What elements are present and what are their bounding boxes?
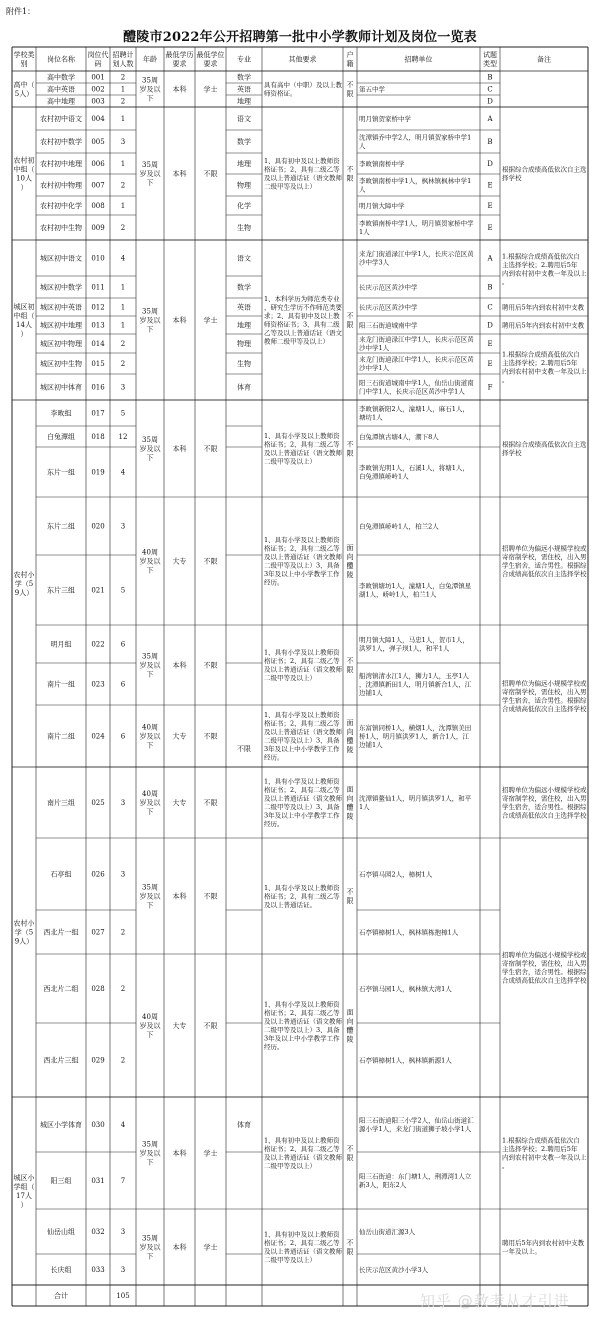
recruiting-unit: 李畋镇光明1人，石溪1人，将塘1人，白兔潭镇峤岭1人	[359, 464, 469, 481]
post-code: 030	[91, 1121, 105, 1129]
household: 面向醴陵	[346, 1008, 354, 1044]
attachment-label: 附件1：	[6, 7, 36, 16]
hire-count: 3	[120, 138, 126, 146]
hire-count: 2	[120, 224, 126, 232]
post-code: 006	[91, 160, 105, 168]
post-name: 南片三组	[47, 799, 75, 807]
min-degree: 不限	[203, 445, 218, 453]
post-name: 高中英语	[47, 85, 75, 94]
major: 英语	[237, 85, 251, 94]
post-code: 025	[91, 799, 105, 807]
recruiting-unit: 阳三石街道城南中学1人，仙岳山街道南门中学1人，长庆示范区黄沙中学1人	[359, 379, 474, 396]
post-name: 李畋组	[50, 409, 72, 418]
post-code: 007	[91, 181, 105, 190]
post-code: 021	[91, 586, 105, 595]
post-code: 023	[91, 680, 105, 689]
other-requirements: 1、具有初中及以上教师资格证书；2、具有二级乙等及以上普通话证（语文教师二级甲等及以上）	[264, 1136, 342, 1170]
post-code: 002	[91, 85, 105, 94]
hire-count: 2	[120, 73, 126, 82]
hire-count: 2	[120, 985, 126, 993]
major: 语文	[237, 115, 251, 123]
hire-count: 2	[120, 97, 126, 106]
post-code: 008	[91, 202, 105, 210]
header-12: 备注	[537, 55, 551, 64]
age-requirement: 35周岁及以下	[139, 1234, 161, 1261]
recruiting-unit: 长庆示范区黄沙中学	[359, 283, 418, 292]
recruiting-unit: 石亭镇马园1人，枫林镇大湾1人	[359, 984, 452, 993]
test-type: E	[487, 181, 493, 190]
post-name: 东片一组	[47, 468, 75, 477]
remark: 根据综合成绩高低依次自主选择学校	[502, 165, 587, 182]
other-requirements: 1、具有小学及以上教师资格证书；2、具有二级乙等及以上普通话证（语文教师二级甲等及以上）	[264, 432, 342, 466]
hire-count: 1	[120, 115, 126, 123]
recruiting-unit: 李畋镇南桥中学1人，明月镇贺家桥中学 1人	[359, 219, 474, 236]
header-1: 岗位名称	[47, 55, 75, 64]
post-name: 明月组	[50, 640, 72, 649]
test-type: E	[487, 202, 493, 210]
page-title: 醴陵市2022年公开招聘第一批中小学教师计划及岗位一览表	[123, 30, 477, 45]
test-type: E	[487, 224, 493, 232]
hire-count: 5	[120, 586, 126, 595]
remark: 1.根据综合成绩高低依次自主选择学校；2.聘用后5年内到农村初中支教一年及以上。	[502, 1136, 587, 1170]
recruiting-unit: 明月镇大障中学	[359, 201, 405, 210]
school-category-0: 高中（ 5人）	[13, 81, 35, 98]
hire-count: 1	[120, 283, 126, 292]
post-code: 014	[91, 340, 105, 348]
recruiting-unit: 石亭镇马园2人，樟树1人	[359, 870, 433, 879]
remark: 招聘单位为偏远小规模学校或寄宿制学校，需住校，出入男学生宿舍，适合男性。根据综合成绩高低依次自主选择学校	[502, 679, 587, 713]
test-type: E	[487, 360, 493, 368]
post-name: 仙岳山组	[47, 1228, 75, 1236]
recruiting-unit: 阳三石街道城南中学	[359, 321, 418, 330]
header-7: 专业	[237, 55, 251, 64]
post-code: 022	[91, 640, 105, 649]
min-education: 本科	[172, 85, 187, 94]
household: 不限	[346, 657, 354, 674]
hire-count: 7	[120, 1177, 126, 1185]
age-requirement: 40周岁及以下	[139, 548, 161, 575]
post-code: 013	[91, 321, 105, 330]
hire-count: 4	[120, 468, 126, 477]
age-requirement: 35周岁及以下	[139, 883, 161, 910]
test-type: A	[487, 254, 493, 263]
recruiting-unit: 李畋镇塘坊1人，潼塘1人，白兔潭镇星湖1人，峤岭1人，柏兰1人	[359, 582, 472, 599]
header-2: 岗位代码	[87, 51, 109, 68]
hire-count: 3	[120, 1228, 126, 1236]
hire-count: 12	[118, 433, 128, 441]
remark: 1.根据综合成绩高低依次自主选择学校；2.聘用后5年内到农村初中支教一年及以上。	[502, 350, 587, 384]
post-name: 城区初中地理	[40, 321, 82, 330]
post-name: 城区小学体育	[40, 1121, 82, 1129]
post-code: 005	[91, 138, 105, 146]
min-education: 大专	[172, 732, 187, 741]
min-degree: 学士	[203, 1243, 218, 1252]
min-degree: 不限	[203, 732, 218, 741]
school-category-1: 农村初中组（ 10人）	[13, 156, 35, 192]
recruiting-unit: 石亭镇樟树1人，枫林镇新源1人	[359, 1056, 452, 1065]
post-name: 阳三组	[50, 1177, 72, 1185]
major: 不限	[237, 745, 251, 753]
post-code: 028	[91, 985, 105, 993]
header-0: 学校类别	[13, 51, 35, 68]
remark: 招聘单位为偏远小规模学校或寄宿制学校，需住校，出入男学生宿舍，适合男性。根据综合成绩高低依次自主选择学校	[502, 786, 587, 820]
post-code: 018	[91, 433, 105, 441]
recruiting-unit: 第五中学	[359, 85, 385, 94]
test-type: B	[487, 283, 493, 292]
hire-count: 6	[120, 732, 126, 741]
post-code: 015	[91, 360, 105, 368]
major: 化学	[237, 202, 251, 210]
hire-count: 2	[120, 340, 126, 348]
major: 地理	[237, 97, 251, 106]
major: 生物	[237, 224, 251, 232]
min-education: 大专	[172, 799, 187, 807]
test-type: A	[487, 115, 493, 123]
remark: 1.根据综合成绩高低依次自主选择学校；2.聘用后5年内到农村初中支教一年及以上。	[502, 252, 587, 286]
post-name: 西北片二组	[43, 985, 79, 993]
major: 物理	[237, 340, 251, 348]
min-education: 本科	[172, 170, 187, 178]
recruiting-unit: 东富镇同桥1人，横烟1人，沈潭镇美田桥1人，明月镇洪罗1人，新合1人，江边铺1人	[359, 723, 472, 749]
test-type: D	[487, 160, 493, 168]
other-requirements: 1、具有小学及以上教师资格证书；2、具有二级乙等及以上普通话证（语文教师二级甲等及以上）3、具备 3年及以上中小学教学工作经历。	[264, 1000, 342, 1051]
post-name: 石亭组	[50, 870, 72, 879]
hire-count: 1	[120, 160, 126, 168]
min-education: 大专	[172, 1022, 187, 1030]
recruiting-unit: 明月镇大障1人，马忠1人，贺市1人，洪罗1人，弹子坝1人，和平1人	[359, 636, 469, 653]
post-name: 东片二组	[47, 522, 75, 531]
post-code: 024	[91, 732, 105, 741]
household: 不限	[346, 888, 354, 905]
post-name: 农村初中语文	[40, 115, 82, 123]
post-code: 009	[91, 224, 105, 232]
hire-count: 3	[120, 870, 126, 879]
recruiting-unit: 李畋镇新阳2人，潼塘1人，麻石1人，塘坊1人	[359, 405, 469, 422]
post-code: 003	[91, 97, 105, 106]
hire-count: 3	[120, 383, 126, 392]
recruiting-unit: 阳三石街道阳三小学2人，仙岳山街道汇源小学1人，来龙门街道狮子坡小学1人	[359, 1116, 474, 1133]
age-requirement: 35周岁及以下	[139, 436, 161, 462]
remark: 聘用后5年内到农村初中支教	[502, 303, 585, 312]
post-name: 城区初中生物	[40, 360, 82, 368]
header-5: 最低学历要求	[165, 51, 194, 68]
recruiting-unit: 长庆示范区黄沙中学	[359, 303, 418, 312]
recruiting-unit: 沈潭镇乔中学2人，明月镇贺家桥中学1 人	[359, 133, 472, 150]
test-type: E	[487, 340, 493, 348]
header-8: 其他要求	[288, 55, 317, 64]
test-type: D	[487, 321, 493, 330]
post-name: 高中地理	[47, 97, 75, 106]
hire-count: 2	[120, 1056, 126, 1065]
min-education: 本科	[172, 316, 187, 325]
recruiting-unit: 阳三石街道：东门塘1人，荆潭湾1人立新3人，阳东2人	[359, 1172, 472, 1189]
school-category-2: 城区初中组（ 14人）	[13, 303, 35, 338]
post-name: 南片一组	[47, 680, 75, 689]
recruiting-unit: 石亭镇樟树1人，枫林镇栋抱樟1人	[359, 928, 459, 937]
post-name: 高中数学	[47, 73, 75, 82]
min-degree: 不限	[203, 557, 218, 566]
remark: 招聘单位为偏远小规模学校或寄宿制学校，需住校，出入男学生宿舍，适合男性。根据综合成绩高低依次自主选择学校	[502, 951, 587, 985]
major: 数学	[237, 73, 251, 82]
post-code: 029	[91, 1056, 105, 1065]
min-education: 本科	[172, 1149, 187, 1158]
post-code: 004	[91, 115, 105, 123]
post-name: 西北片三组	[43, 1056, 79, 1065]
hire-count: 3	[120, 1266, 126, 1274]
post-code: 027	[91, 928, 105, 937]
household: 不限	[346, 1145, 354, 1162]
hire-count: 2	[120, 928, 126, 937]
test-type: C	[487, 85, 493, 94]
recruiting-unit: 来龙门街道渌江中学1人，长庆示范区黄沙中学1人	[359, 335, 474, 352]
min-degree: 学士	[203, 85, 218, 94]
hire-count: 6	[120, 680, 126, 689]
post-name: 南片二组	[47, 732, 75, 741]
min-education: 本科	[172, 892, 187, 901]
remark: 聘用后5年内到农村初中支教一年及以上。	[502, 1239, 585, 1256]
household: 不限	[346, 1239, 354, 1256]
household: 面向醴陵	[346, 785, 354, 821]
min-education: 大专	[172, 557, 187, 566]
household: 不限	[346, 312, 354, 329]
other-requirements: 1、具有小学及以上教师资格证书；2、具有二级乙等及以上普通话证（语文教师二级甲等及以上）3、具备 3年及以上中小学教学工作经历。	[264, 536, 342, 587]
school-category-4: 农村小学（5 9人）	[13, 919, 35, 946]
hire-count: 1	[120, 85, 126, 94]
min-degree: 不限	[203, 1022, 218, 1030]
post-code: 020	[91, 522, 105, 531]
post-name: 东片三组	[47, 586, 75, 595]
other-requirements: 1、具有小学及以上教师资格证书；2、具有二级乙等及以上普通话证。	[264, 883, 340, 909]
post-code: 026	[91, 870, 105, 879]
household: 不限	[346, 81, 354, 98]
recruiting-unit: 沈潭镇鳌仙1人，明月镇洪罗1人，和平 1人	[359, 794, 472, 811]
recruiting-unit: 白兔潭镇古塘4人，潮下8人	[359, 432, 439, 441]
header-4: 年龄	[143, 55, 157, 64]
hire-count: 1	[120, 321, 126, 330]
hire-count: 4	[120, 254, 126, 263]
household: 不限	[346, 440, 354, 458]
recruiting-unit: 船湾镇清水江1人，狮力1人，玉亭1人，沈潭镇新田1人，明月镇新合1人，江边铺1人	[359, 671, 472, 697]
major: 语文	[237, 254, 251, 263]
min-education: 本科	[172, 1243, 187, 1252]
post-code: 019	[91, 468, 105, 477]
min-education: 本科	[172, 445, 187, 453]
age-requirement: 35周岁及以下	[139, 652, 161, 679]
post-code: 032	[91, 1228, 105, 1236]
post-code: 011	[91, 283, 105, 292]
hire-count: 1	[120, 202, 126, 210]
household: 面向醴陵	[346, 719, 354, 754]
remark: 根据综合成绩高低依次自主选择学校	[502, 440, 587, 457]
hire-count: 3	[120, 522, 126, 531]
test-type: C	[487, 303, 493, 312]
age-requirement: 35周岁及以下	[139, 1140, 161, 1167]
post-name: 农村初中数学	[40, 138, 82, 146]
watermark: 知乎 @教考从才引进	[420, 1292, 570, 1310]
header-11: 试题类型	[483, 51, 497, 68]
post-name: 城区初中英语	[40, 303, 82, 312]
age-requirement: 35周岁及以下	[139, 161, 161, 187]
major: 地理	[237, 160, 251, 168]
post-name: 农村初中化学	[40, 202, 82, 210]
post-name: 城区初中体育	[40, 383, 82, 392]
post-name: 农村初中地理	[40, 160, 82, 168]
age-requirement: 40周岁及以下	[139, 1013, 161, 1039]
age-requirement: 40周岁及以下	[139, 723, 161, 750]
recruiting-unit: 来龙门街道渌江中学1人，长庆示范区黄沙中学3人	[359, 250, 474, 267]
post-code: 033	[91, 1266, 105, 1274]
recruiting-unit: 来龙门街道渌江中学1人，长庆示范区黄沙中学1人	[359, 355, 474, 372]
major: 体育	[237, 383, 251, 392]
major: 物理	[237, 181, 251, 190]
recruiting-unit: 仙岳山街道汇源3人	[359, 1227, 416, 1236]
other-requirements: 具有高中（中职）及以上教师资格证。	[264, 81, 342, 98]
hire-count: 2	[120, 360, 126, 368]
post-name: 农村初中物理	[40, 181, 82, 190]
hire-count: 6	[120, 640, 126, 649]
header-9: 户籍	[346, 51, 354, 68]
major: 体育	[237, 1121, 251, 1129]
post-code: 016	[91, 383, 105, 392]
header-3: 招聘计划人数	[112, 51, 134, 68]
min-degree: 不限	[203, 170, 218, 178]
post-name: 长庆组	[50, 1266, 72, 1274]
hire-count: 1	[120, 303, 126, 312]
recruiting-unit: 李畋镇南桥中学1人，枫林镇枫林中学1 人	[359, 177, 472, 194]
test-type: B	[487, 138, 493, 146]
major: 生物	[237, 360, 251, 368]
household: 不限	[346, 165, 354, 183]
age-requirement: 35周岁及以下	[139, 307, 161, 334]
post-name: 城区初中语文	[40, 254, 82, 263]
min-degree: 不限	[203, 661, 218, 670]
min-education: 本科	[172, 661, 187, 670]
min-degree: 学士	[203, 316, 218, 325]
major: 英语	[237, 303, 251, 312]
other-requirements: 1、具有小学及以上教师资格证书；2、具有二级乙等及以上普通话证（语文教师二级甲等及以上）3、具备 3年及以上中小学教学工作经历。	[264, 711, 342, 762]
other-requirements: 1、具有初中及以上教师资格证书；2、具有二级乙等及以上普通话证（语文教师二级甲等及以上）	[264, 1230, 342, 1264]
other-requirements: 1、具有小学及以上教师资格证书；2、具有二级乙等及以上普通话证（语文教师二级甲等及以上）	[264, 648, 342, 682]
post-name: 西北片一组	[43, 928, 79, 937]
post-name: 农村初中生物	[40, 224, 82, 232]
hire-count: 5	[120, 409, 126, 418]
recruiting-unit: 长庆示范区黄沙小学3人	[359, 1265, 429, 1274]
hire-count: 3	[120, 799, 126, 807]
post-code: 001	[91, 73, 105, 82]
post-code: 031	[91, 1177, 105, 1185]
total-value: 105	[116, 1292, 130, 1300]
other-requirements: 1、具有初中及以上教师资格证书；2、具有二级乙等及以上普通话证（语文教师二级甲等及以上）	[264, 157, 342, 191]
household: 面向醴陵	[346, 544, 354, 579]
school-category-5: 城区小学组（ 17人）	[13, 1174, 35, 1209]
remark: 招聘单位为偏远小规模学校或寄宿制学校，需住校，出入男学生宿舍，适合男性。根据综合成绩高低依次自主选择学校	[502, 544, 587, 578]
post-name: 白兔潭组	[47, 433, 75, 441]
header-6: 最低学位要求	[196, 51, 225, 68]
min-degree: 不限	[203, 799, 218, 807]
major: 数学	[237, 138, 251, 146]
test-type: F	[487, 383, 493, 392]
recruiting-unit: 白兔潭镇峤岭1人，柏兰2人	[359, 522, 439, 531]
other-requirements: 1、本科学历为师范类专业，研究生学历不作师范类要求；2、具有初中及以上教师资格证书；3、具有二级乙等及以上普通话证（语文教师二级甲等及以上）	[264, 295, 342, 346]
post-name: 城区初中数学	[40, 283, 82, 292]
hire-count: 4	[120, 1121, 126, 1129]
header-10: 招聘单位	[404, 55, 433, 64]
post-code: 017	[91, 409, 105, 418]
age-requirement: 35周岁及以下	[139, 76, 161, 103]
total-label: 合计	[54, 1292, 68, 1300]
major: 数学	[237, 283, 251, 292]
test-type: B	[487, 73, 493, 82]
min-degree: 不限	[203, 892, 218, 901]
post-code: 012	[91, 303, 105, 312]
test-type: D	[487, 97, 493, 106]
post-name: 城区初中物理	[40, 340, 82, 348]
major: 地理	[237, 321, 251, 330]
other-requirements: 1、具有小学及以上教师资格证书；2、具有二级乙等及以上普通话证（语文教师二级甲等及以上）3、具备 3年及以上中小学教学工作经历。	[264, 777, 342, 828]
school-category-3: 农村小学（5 9人）	[13, 571, 35, 597]
min-degree: 学士	[203, 1149, 218, 1158]
recruiting-unit: 明月镇贺家桥中学	[359, 114, 411, 123]
recruiting-unit: 李畋镇南桥中学	[359, 159, 405, 168]
age-requirement: 40周岁及以下	[139, 790, 161, 816]
hire-count: 2	[120, 181, 126, 190]
post-code: 010	[91, 254, 105, 263]
remark: 聘用后5年内到农村初中支教	[502, 321, 585, 330]
